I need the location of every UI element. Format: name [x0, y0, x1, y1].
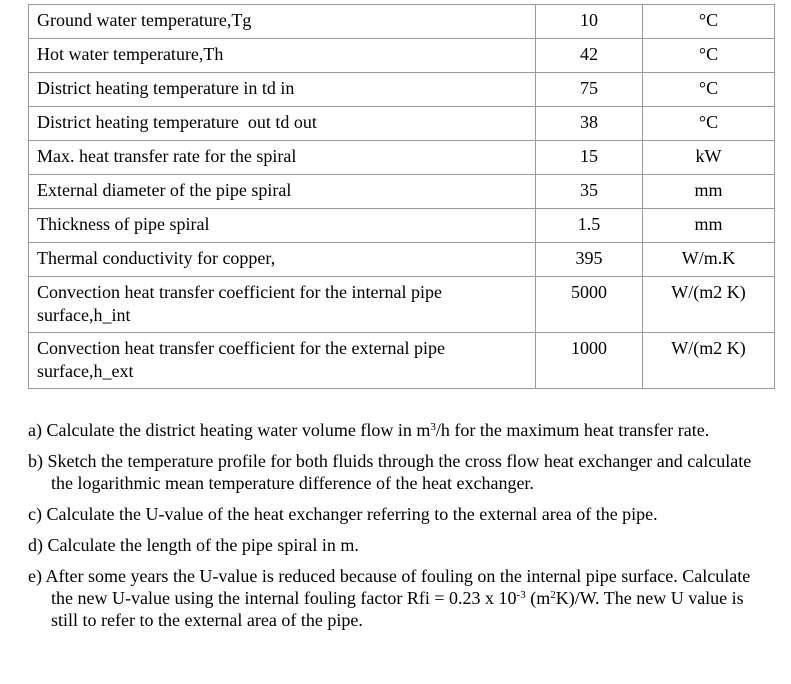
question-e-text-1: e) After some years the U-value is reduced because of fouling on the internal pipe surface. Calculate the new U-value using the internal fouling factor Rfi = 0.23 x 10 — [28, 566, 751, 608]
parameter-value: 35 — [536, 175, 643, 209]
question-a-text-2: /h for the maximum heat transfer rate. — [435, 420, 710, 440]
parameter-name: Thermal conductivity for copper, — [29, 243, 536, 277]
parameter-unit: kW — [643, 141, 775, 175]
question-c: c) Calculate the U-value of the heat exchanger referring to the external area of the pipe. — [28, 504, 658, 524]
parameter-unit: mm — [643, 175, 775, 209]
question-e-text-3: K)/W. The new U value is still to refer to the external area of the pipe. — [51, 588, 744, 630]
table-row — [29, 243, 775, 277]
parameter-name: Ground water temperature,Tg — [29, 5, 536, 39]
table-row — [29, 5, 775, 39]
parameter-name: Thickness of pipe spiral — [29, 209, 536, 243]
parameter-unit: °C — [643, 107, 775, 141]
parameter-value: 42 — [536, 39, 643, 73]
question-a-superscript: 3 — [430, 421, 436, 433]
parameter-value: 395 — [536, 243, 643, 277]
parameter-value: 38 — [536, 107, 643, 141]
table-row — [29, 209, 775, 243]
parameter-name: Hot water temperature,Th — [29, 39, 536, 73]
parameter-name: Convection heat transfer coefficient for the internal pipe surface,h_int — [29, 277, 536, 333]
parameter-unit: W/m.K — [643, 243, 775, 277]
table-row — [29, 73, 775, 107]
parameter-value: 1.5 — [536, 209, 643, 243]
parameter-name: Max. heat transfer rate for the spiral — [29, 141, 536, 175]
parameter-unit: °C — [643, 73, 775, 107]
parameter-unit: W/(m2 K) — [643, 277, 775, 333]
question-b: b) Sketch the temperature profile for both fluids through the cross flow heat exchanger and calculate the logarithmic mean temperature difference of the heat exchanger. — [28, 451, 752, 493]
table-row — [29, 175, 775, 209]
parameter-name: District heating temperature in td in — [29, 73, 536, 107]
parameter-unit: W/(m2 K) — [643, 333, 775, 389]
parameter-value: 1000 — [536, 333, 643, 389]
table-row — [29, 107, 775, 141]
question-a — [28, 419, 763, 441]
question-d: d) Calculate the length of the pipe spiral in m. — [28, 535, 359, 555]
parameter-unit: °C — [643, 5, 775, 39]
question-list — [28, 419, 763, 640]
question-a-text-1: a) Calculate the district heating water volume flow in m — [28, 420, 431, 440]
parameter-name: Convection heat transfer coefficient for the external pipe surface,h_ext — [29, 333, 536, 389]
question-e-superscript-2: 2 — [550, 589, 556, 601]
parameter-name: External diameter of the pipe spiral — [29, 175, 536, 209]
question-e-superscript-1: -3 — [516, 589, 526, 601]
parameters-table — [28, 4, 775, 389]
parameter-value: 15 — [536, 141, 643, 175]
parameter-value: 5000 — [536, 277, 643, 333]
table-row — [29, 333, 775, 389]
table-row — [29, 277, 775, 333]
table-row — [29, 39, 775, 73]
parameter-unit: °C — [643, 39, 775, 73]
parameter-value: 10 — [536, 5, 643, 39]
table-row — [29, 141, 775, 175]
parameter-unit: mm — [643, 209, 775, 243]
parameter-value: 75 — [536, 73, 643, 107]
question-e-text-2: (m — [525, 588, 551, 608]
parameter-name: District heating temperature out td out — [29, 107, 536, 141]
question-e — [28, 565, 763, 631]
